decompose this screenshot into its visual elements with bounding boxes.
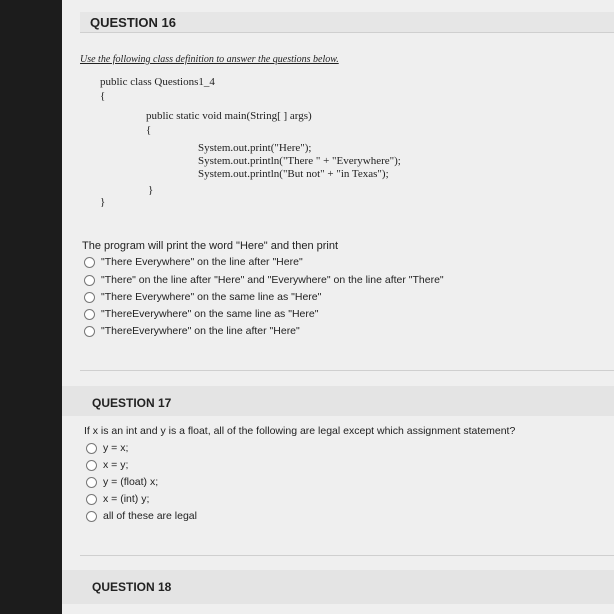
- quiz-screen: [62, 0, 614, 614]
- option-label: x = (int) y;: [103, 493, 150, 505]
- question-17-prompt: If x is an int and y is a float, all of the following are legal except which assignment statement?: [84, 425, 516, 437]
- q16-option-2[interactable]: [84, 274, 444, 286]
- code-line-println-there: System.out.println("There " + "Everywhere");: [198, 155, 401, 167]
- option-label: "ThereEverywhere" on the line after "Here": [101, 325, 300, 337]
- q16-option-3[interactable]: [84, 291, 321, 303]
- code-line-print-here: System.out.print("Here");: [198, 142, 312, 154]
- q17-option-1[interactable]: [86, 442, 128, 454]
- question-18-header: [62, 570, 614, 604]
- radio-button[interactable]: [86, 460, 97, 471]
- question-divider: [80, 370, 614, 371]
- code-line-class: public class Questions1_4: [100, 76, 215, 88]
- q16-option-4[interactable]: [84, 308, 318, 320]
- radio-button[interactable]: [84, 309, 95, 320]
- code-line-main-close-brace: }: [148, 184, 154, 196]
- code-line-main: public static void main(String[ ] args): [146, 110, 312, 122]
- option-label: "ThereEverywhere" on the same line as "Here": [101, 308, 319, 320]
- radio-button[interactable]: [84, 257, 95, 268]
- question-18-title: QUESTION 18: [92, 580, 172, 594]
- option-label: x = y;: [103, 459, 129, 471]
- option-label: "There Everywhere" on the same line as "Here": [101, 291, 322, 303]
- q17-option-2[interactable]: [86, 459, 128, 471]
- q17-option-5[interactable]: [86, 510, 197, 522]
- radio-button[interactable]: [84, 292, 95, 303]
- code-line-main-open-brace: {: [146, 124, 152, 136]
- radio-button[interactable]: [86, 443, 97, 454]
- radio-button[interactable]: [86, 494, 97, 505]
- option-label: "There Everywhere" on the line after "Here": [101, 256, 303, 268]
- q17-option-3[interactable]: [86, 476, 158, 488]
- option-label: "There" on the line after "Here" and "Everywhere" on the line after "There": [101, 274, 444, 286]
- option-label: all of these are legal: [103, 510, 197, 522]
- code-line-open-brace: {: [100, 90, 106, 102]
- question-16-instruction: Use the following class definition to answer the questions below.: [80, 54, 339, 65]
- radio-button[interactable]: [86, 511, 97, 522]
- code-line-close-brace: }: [100, 196, 106, 208]
- q16-option-5[interactable]: [84, 325, 300, 337]
- option-label: y = x;: [103, 442, 129, 454]
- option-label: y = (float) x;: [103, 476, 159, 488]
- radio-button[interactable]: [86, 477, 97, 488]
- radio-button[interactable]: [84, 275, 95, 286]
- q17-option-4[interactable]: [86, 493, 149, 505]
- code-line-println-texas: System.out.println("But not" + "in Texas");: [198, 168, 389, 180]
- question-16-header: [80, 12, 614, 33]
- radio-button[interactable]: [84, 326, 95, 337]
- question-16-title: QUESTION 16: [90, 15, 176, 30]
- q16-option-1[interactable]: [84, 256, 303, 268]
- question-17-title: QUESTION 17: [92, 396, 172, 410]
- question-16-prompt: The program will print the word "Here" and then print: [82, 240, 339, 252]
- question-17-header: [62, 386, 614, 416]
- question-divider: [80, 555, 614, 556]
